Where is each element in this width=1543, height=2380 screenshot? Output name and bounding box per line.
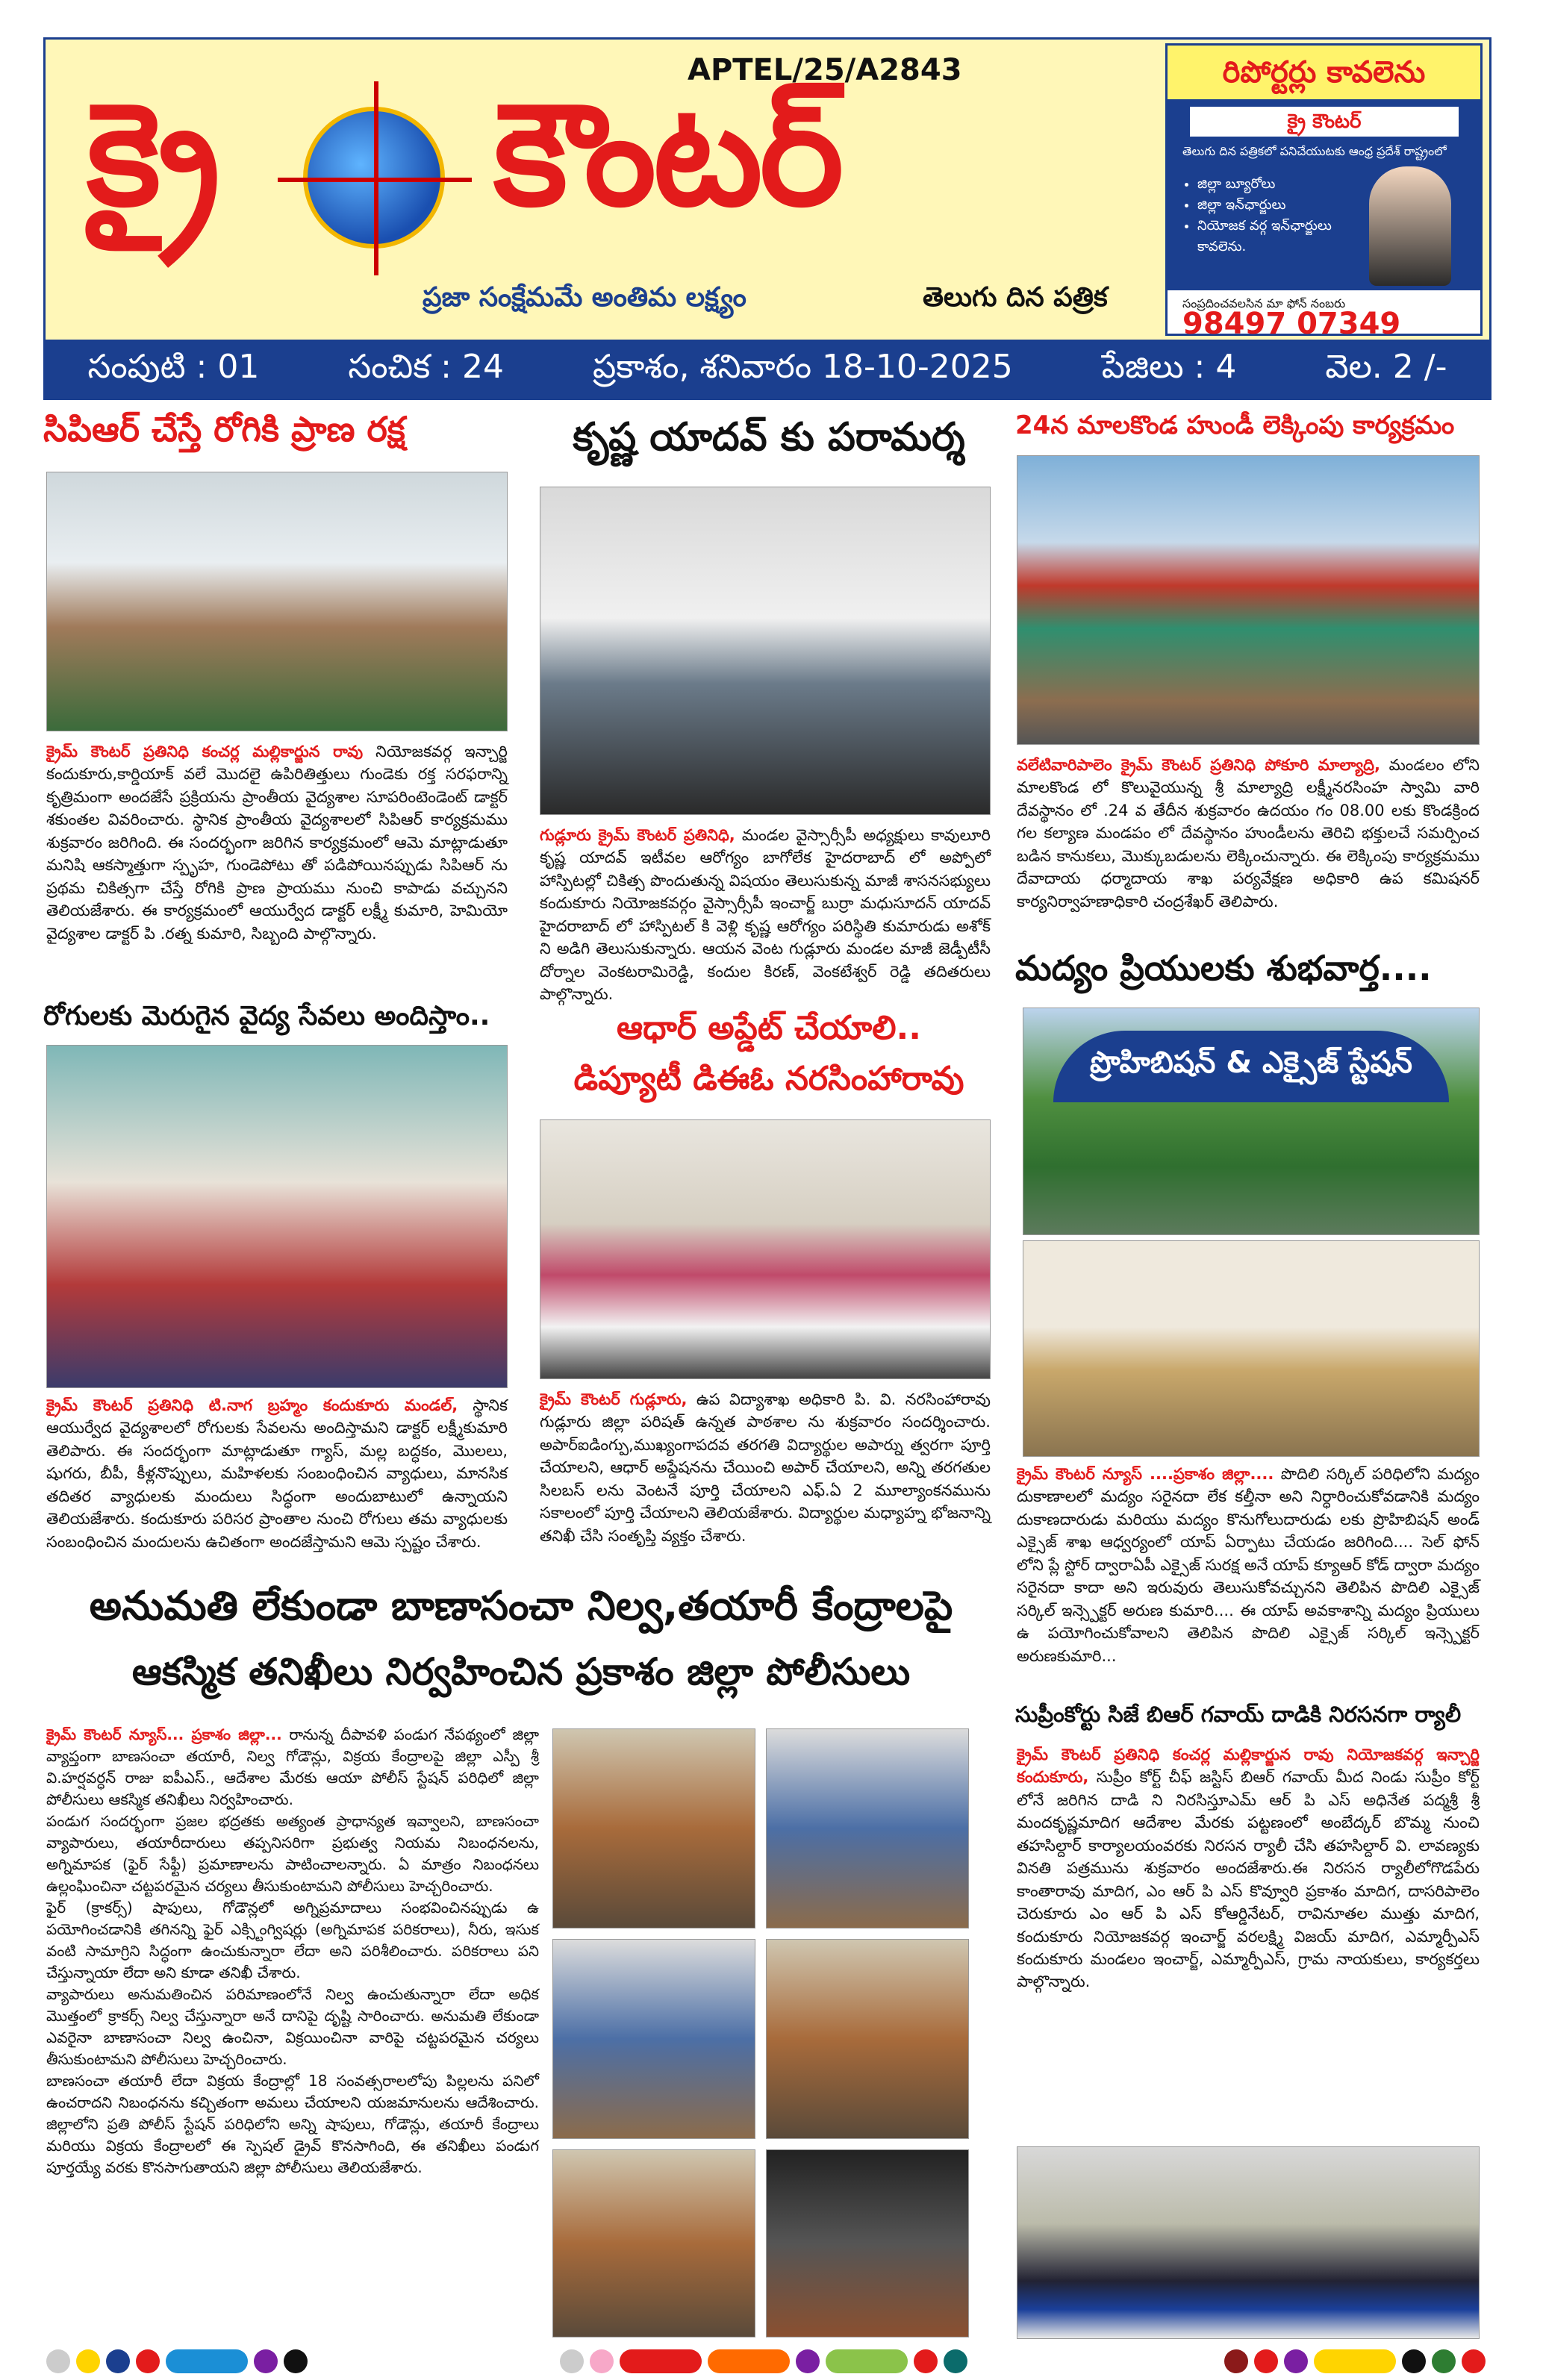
liquor-text: పొదిలి సర్కిల్ పరిధిలోని మద్యం దుకాణాలలో మద్యం సరైనదా లేక కల్తీనా అని నిర్ధారించుకోవడానికి మద్యం దుకాణదారుడు మరియు మద్యం కొనుగోలుదారుడు లకు ప్రొహిబిషన్ అండ్ ఎక్సైజ్ శాఖ ఆధ్వర్యంలో యాప్ ఏర్పాటు చేయడం జరిగింది.... సెల్ ఫోన్ లోని ప్లే స్టోర్ ద్వారాఏపీ ఎక్సైజ్ సురక్ష అనే యాప్ క్యూఆర్ కోడ్ ద్వారా మద్యం సరైనదా కాదా అని ఇరువురు తెలుసుకోవచ్చునని తెలిపిన పొదిలి ఎక్సైజ్ సర్కిల్ ఇన్స్పెక్టర్ అరుణ కుమారి.... ఈ యాప్ అవకాశాన్ని మద్యం ప్రియులు ఉ పయోగించుకోవాలని తెలిపిన పొదిలి ఎక్సైజ్ సర్కిల్ ఇన్స్పెక్టర్ అరుణకుమారి...	[1017, 1465, 1480, 1665]
fireworks-paragraph: క్రైమ్ కౌంటర్ న్యూస్... ప్రకాశం జిల్లా... రానున్న దీపావళి పండుగ నేపథ్యంలో జిల్లా వ్యాప్తంగా బాణసంచా తయారీ, నిల్వ గోడౌన్లు, విక్రయ కేంద్రాలపై జిల్లా ఎస్పీ శ్రీ వి.హర్షవర్ధన్ రాజు ఐపీఎస్., ఆదేశాల మేరకు ఆయా పోలీస్ స్టేషన్ పరిధిలో జిల్లా పోలీసులు ఆకస్మిక తనిఖీలు నిర్వహించారు.	[46, 1725, 540, 1808]
fireworks-article	[46, 1724, 539, 2178]
liquor-byline: క్రైమ్ కౌంటర్ న్యూస్ ....ప్రకాశం జిల్లా....	[1017, 1465, 1274, 1483]
rally-byline: క్రైమ్ కౌంటర్ ప్రతినిధి కంచర్ల మల్లికార్జున రావు నియోజకవర్గ ఇన్చార్జి కందుకూరు,	[1017, 1746, 1480, 1787]
page-count: పేజిలు : 4	[1101, 348, 1237, 386]
ad-list	[1182, 174, 1369, 257]
ad-list-item: • జిల్లా బ్యూరోలు	[1197, 174, 1369, 195]
rally-photo	[1017, 2146, 1480, 2339]
fireworks-photo	[552, 1728, 755, 1928]
globe-crosshair-icon	[303, 107, 445, 249]
aadhar-photo	[540, 1119, 991, 1379]
excise-officer-photo	[1023, 1240, 1480, 1457]
footer-dot	[136, 2349, 160, 2373]
aadhar-headline-2: డిప్యూటీ డిఈఓ నరసింహారావు	[573, 1060, 964, 1098]
malakonda-headline: 24న మాలకొండ హుండీ లెక్కింపు కార్యక్రమం	[1015, 410, 1455, 440]
logo-left: క్రై	[87, 72, 217, 237]
ad-brand: క్రై కౌంటర్	[1190, 107, 1459, 137]
footer-dot	[560, 2349, 584, 2373]
footer-dot	[796, 2349, 820, 2373]
footer-dot	[1284, 2349, 1308, 2373]
fireworks-headline-2: ఆకస్మిక తనిఖీలు నిర్వహించిన ప్రకాశం జిల్లా పోలీసులు	[131, 1650, 911, 1693]
edition-date: ప్రకాశం, శనివారం 18-10-2025	[592, 348, 1013, 386]
arch-text: ప్రొహిబిషన్ & ఎక్సైజ్ స్టేషన్	[1053, 1031, 1449, 1102]
rally-text: సుప్రీం కోర్ట్ చీఫ్ జస్టిస్ బిఆర్ గవాయ్ మీద నిండు సుప్రీం కోర్ట్ లోనే జరిగిన దాడి ని నిరసిస్తూఎమ్ ఆర్ పి ఎస్ అధినేత పద్మశ్రీ శ్రీ మందకృష్ణమాదిగ ఆదేశాల మేరకు పట్టణంలో అంబేద్కర్ బొమ్మ నుంచి తహసిల్దార్ కార్యాలయంవరకు నిరసన ర్యాలీ చేసి తహసిల్దార్ వి. లావణ్యకు వినతి పత్రమును శుక్రవారం అందజేశారు.ఈ నిరసన ర్యాలీలోగొడపేరు కాంతారావు మాదిగ, ఎం ఆర్ పి ఎస్ కొవ్వూరి ప్రకాశం మాదిగ, దాసరిపాలెం చెరుకూరు ఎం ఆర్ పి ఎస్ కోఆర్డినేటర్, రావినూతల ముత్తు మాదిగ, కందుకూరు నియోజకవర్గ ఇంచార్జ్ వరలక్ష్మి విజయ్ మాదిగ, ఎమ్మార్పీఎస్ కందుకూరు మండలం ఇంచార్జ్, ఎమ్మార్పీఎస్, గ్రామ నాయకులు, కార్యకర్తలు పాల్గొన్నారు.	[1017, 1768, 1480, 1991]
footer-marks-center	[560, 2349, 967, 2373]
liquor-article	[1017, 1463, 1480, 1667]
footer-dot	[914, 2349, 938, 2373]
edition-bar	[43, 342, 1491, 400]
footer-bar	[1314, 2349, 1396, 2373]
ad-list-item: • నియోజక వర్గ ఇన్‌ఛార్జులు కావలెను.	[1197, 216, 1369, 257]
malakonda-byline: వలేటివారిపాలెం క్రైమ్ కౌంటర్ ప్రతినిధి పోకూరి మాల్యాద్రి,	[1017, 756, 1380, 774]
krishna-byline: గుడ్లూరు క్రైమ్ కౌంటర్ ప్రతినిధి,	[540, 826, 735, 844]
issue: సంచిక : 24	[348, 348, 504, 386]
fireworks-paragraph: పండుగ సందర్భంగా ప్రజల భద్రతకు అత్యంత ప్రాధాన్యత ఇవ్వాలని, బాణసంచా వ్యాపారులు, తయారీదారులు తప్పనిసరిగా ప్రభుత్వ నియమ నిబంధనలను, అగ్నిమాపక (ఫైర్ సేఫ్టీ) ప్రమాణాలను పాటించాలన్నారు. ఏ మాత్రం నిబంధనలు ఉల్లంఘించినా చట్టపరమైన చర్యలు తీసుకుంటామని పోలీసులు హెచ్చరించారు.	[46, 1812, 539, 1895]
fireworks-photo	[766, 2149, 969, 2337]
footer-bar	[166, 2349, 248, 2373]
malakonda-article	[1017, 754, 1480, 913]
footer-dot	[284, 2349, 308, 2373]
vaidya-headline: రోగులకు మెరుగైన వైద్య సేవలు అందిస్తాం..	[43, 1001, 490, 1031]
footer-marks-left	[46, 2349, 308, 2373]
footer-dot	[944, 2349, 967, 2373]
aadhar-article	[540, 1388, 991, 1547]
malakonda-text: మండలం లోని మాలకొండ లో కొలువైయున్న శ్రీ మాల్యాద్రి లక్ష్మీనరసింహ స్వామి వారి దేవస్థానం లో .24 వ తేదీన శుక్రవారం ఉదయం గం 08.00 లకు కొండక్రింద గల కల్యాణ మండపం లో దేవస్థానం హుండీలను తెరిచి భక్తులచే సమర్పించ బడిన కానుకలు, మొక్కుబడులను లెక్కించున్నారు. ఈ లెక్కింపు కార్యక్రమము దేవాదాయ ధర్మాదాయ శాఖ పర్యవేక్షణ అధికారి ఉప కమిషనర్ కార్యనిర్వాహణాధికారి చంద్రశేఖర్ తెలిపారు.	[1017, 756, 1480, 911]
masthead	[43, 37, 1491, 342]
price: వెల. 2 /-	[1325, 348, 1447, 386]
fireworks-photo	[552, 2149, 755, 2337]
footer-marks-right	[1224, 2349, 1486, 2373]
aadhar-headline-1: ఆధార్ అప్డేట్ చేయాలి..	[617, 1009, 921, 1047]
fireworks-photo	[766, 1728, 969, 1928]
fireworks-photo	[766, 1939, 969, 2139]
footer-dot	[590, 2349, 614, 2373]
cpr-article	[46, 740, 508, 945]
reporters-wanted-ad	[1165, 43, 1483, 341]
ad-heading: రిపోర్టర్లు కావలెను	[1168, 46, 1480, 99]
rally-article	[1017, 1743, 1480, 1993]
cpr-byline: క్రైమ్ కౌంటర్ ప్రతినిధి కంచర్ల మల్లికార్జున రావు	[46, 743, 364, 760]
ad-list-item: • జిల్లా ఇన్‌ఛార్జులు	[1197, 195, 1369, 216]
rally-headline: సుప్రీంకోర్టు సిజే బిఆర్ గవాయ్ దాడికి నిరసనగా ర్యాలీ	[1015, 1702, 1462, 1727]
ad-line: తెలుగు దిన పత్రికలో పనిచేయుటకు ఆంధ్ర ప్రదేశ్ రాష్ట్రంలో	[1182, 144, 1447, 158]
fireworks-byline: క్రైమ్ కౌంటర్ న్యూస్... ప్రకాశం జిల్లా...	[46, 1725, 282, 1743]
footer-dot	[1224, 2349, 1248, 2373]
footer-dot	[46, 2349, 70, 2373]
footer-dot	[76, 2349, 100, 2373]
vaidya-photo	[46, 1045, 508, 1388]
krishna-headline: కృష్ణ యాదవ్ కు పరామర్శ	[573, 415, 965, 460]
krishna-text: మండల వైస్సార్సీపీ అధ్యక్షులు కావులూరి కృష్ణ యాదవ్ ఇటీవల ఆరోగ్యం బాగోలేక హైదరాబాద్ లో అప్పోలో హాస్పిటల్లో చికిత్స పొందుతున్న విషయం తెలుసుకున్న మాజీ శాసనసభ్యులు కందుకూరు నియోజకవర్గం వైస్సార్సీపీ ఇంచార్జ్ బుర్రా మధుసూదన్ యాదవ్ హైదరాబాద్ లో హాస్పిటల్ కి వెళ్లి కృష్ణ ఆరోగ్యం పరిస్థితి కుమారుడు అశోక్ ని అడిగి తెలుసుకున్నారు. ఆయన వెంట గుడ్లూరు మండల మాజీ జెడ్పీటీసీ దోర్నాల వెంకటరామిరెడ్డి, కందుల కిరణ్, వెంకటేశ్వర్ రెడ్డి తదితరులు పాల్గొన్నారు.	[540, 826, 991, 1004]
footer-dot	[1432, 2349, 1456, 2373]
fireworks-paragraph: వ్యాపారులు అనుమతించిన పరిమాణంలోనే నిల్వ ఉంచుతున్నారా లేదా అధిక మొత్తంలో క్రాకర్స్ నిల్వ చేస్తున్నారా అనే దానిపై దృష్టి సారించారు. అనుమతి లేకుండా ఎవరైనా బాణాసంచా నిల్వ ఉంచినా, విక్రయించినా వారిపై చట్టపరమైన చర్యలు తీసుకుంటామని పోలీసులు హెచ్చరించారు.	[46, 1985, 539, 2068]
aadhar-byline: క్రైమ్ కౌంటర్ గుడ్లూరు,	[540, 1390, 688, 1408]
fireworks-headline-1: అనుమతి లేకుండా బాణాసంచా నిల్వ,తయారీ కేంద్రాలపై	[89, 1582, 953, 1629]
footer-dot	[106, 2349, 130, 2373]
paper-type: తెలుగు దిన పత్రిక	[923, 282, 1108, 313]
ad-person-photo	[1369, 166, 1451, 286]
footer-dot	[1254, 2349, 1278, 2373]
footer-dot	[1462, 2349, 1486, 2373]
malakonda-photo	[1017, 455, 1480, 745]
ad-phone: 98497 07349	[1182, 307, 1401, 341]
logo-right: కౌంటర్	[493, 72, 841, 237]
fireworks-photo	[552, 1939, 755, 2139]
cpr-photo	[46, 472, 508, 731]
footer-dot	[254, 2349, 278, 2373]
cpr-text: నియోజకవర్గ ఇన్చార్జి కందుకూరు,కార్డియాక్ వలే మొదలై ఉపిరితిత్తులు గుండెకు రక్త సరఫరాన్ని కృత్రిమంగా అందజేసే ప్రక్రియను ప్రాంతీయ వైద్యశాల సూపరింటెండెంట్ డాక్టర్ శకుంతల వివరించారు. స్థానిక ప్రాంతీయ వైద్యశాలలో సిపిఆర్ కార్యక్రమము శుక్రవారం జరిగింది. ఈ సందర్భంగా జరిగిన కార్యక్రమంలో ఆమె మాట్లాడుతూ మనిషి ఆకస్మాత్తుగా స్పృహ, గుండెపోటు తో పడిపోయినప్పుడు సిపిఆర్ ను ప్రథమ చికిత్సగా చేస్తే రోగికి ప్రాణ ప్రాయము నుంచి కాపాడు వచ్చునని తెలియజేశారు. ఈ కార్యక్రమంలో ఆయుర్వేద డాక్టర్ లక్ష్మీ కుమారి, హెమియో వైద్యశాల డాక్టర్ పి .రత్న కుమారి, సిబ్బంది పాల్గొన్నారు.	[46, 743, 508, 943]
fireworks-paragraph: ఫైర్ (క్రాకర్స్) షాపులు, గోడౌన్లలో అగ్నిప్రమాదాలు సంభవించినప్పుడు ఉ పయోగించడానికి తగినన్ని ఫైర్ ఎక్స్టింగ్విషర్లు (అగ్నిమాపక పరికరాలు), నీరు, ఇసుక వంటి సామాగ్రిని సిద్ధంగా ఉంచుకున్నారా లేదా అని పరిశీలించారు. పరికరాలు పని చేస్తున్నాయా లేదా అని కూడా తనిఖీ చేశారు.	[46, 1899, 539, 1981]
fireworks-paragraph: బాణసంచా తయారీ లేదా విక్రయ కేంద్రాల్లో 18 సంవత్సరాలలోపు పిల్లలను పనిలో ఉంచరాదని నిబంధనను కచ్చితంగా అమలు చేయాలని యజమానులను ఆదేశించారు. జిల్లాలోని ప్రతి పోలీస్ స్టేషన్ పరిధిలోని అన్ని షాపులు, గోడౌన్లు, తయారీ కేంద్రాలు మరియు విక్రయ కేంద్రాలలో ఈ స్పెషల్ డ్రైవ్ కొనసాగింది, ఈ తనిఖీలు పండుగ పూర్తయ్యే వరకు కొనసాగుతాయని జిల్లా పోలీసులు తెలియజేశారు.	[46, 2072, 539, 2176]
registration-number: APTEL/25/A2843	[688, 53, 962, 87]
liquor-headline: మద్యం ప్రియులకు శుభవార్త....	[1015, 948, 1432, 988]
vaidya-article	[46, 1394, 508, 1553]
ad-note: సంప్రదించవలసిన మా ఫోన్ నంబరు	[1182, 296, 1346, 310]
footer-dot	[1402, 2349, 1426, 2373]
aadhar-text: ఉప విద్యాశాఖ అధికారి పి. వి. నరసింహారావు గుడ్లూరు జిల్లా పరిషత్ ఉన్నత పాఠశాల ను శుక్రవారం సందర్శించారు. అపార్ఐడింగ్పు,ముఖ్యంగాపదవ తరగతి విద్యార్థుల అపార్ను త్వరగా పూర్తి చేయాలని, ఆధార్ అప్డేషనను చేయించి అపార్ చేయాలని, అన్ని తరగతుల సిలబస్ లను వెంటనే పూర్తి చేయాలని ఎఫ్.ఏ 2 మూల్యాంకనమును సకాలంలో పూర్తి చేయాలని తెలియజేశారు. విద్యార్థుల మధ్యాహ్న భోజనాన్ని తనిఖీ చేసి సంతృప్తి వ్యక్తం చేశారు.	[540, 1390, 991, 1545]
krishna-photo	[540, 487, 991, 815]
footer-bar	[620, 2349, 702, 2373]
volume: సంపుటి : 01	[87, 348, 260, 386]
tagline: ప్రజా సంక్షేమమే అంతిమ లక్ష్యం	[423, 282, 746, 313]
excise-arch-photo	[1023, 1008, 1480, 1235]
cpr-headline: సిపిఆర్ చేస్తే రోగికి ప్రాణ రక్ష	[43, 409, 405, 449]
footer-bar	[826, 2349, 908, 2373]
ad-body	[1168, 99, 1480, 290]
footer-bar	[708, 2349, 790, 2373]
krishna-article	[540, 824, 991, 1006]
vaidya-text: స్థానిక ఆయుర్వేద వైద్యశాలలో రోగులకు సేవలను అందిస్తామని డాక్టర్ లక్ష్మీకుమారి తెలిపారు. ఈ సందర్భంగా మాట్లాడుతూ గ్యాస్, మల్ల బద్ధకం, మొలలు, షుగరు, బీపీ, కీళ్లనొప్పులు, మహిళలకు సంబంధించిన వ్యాధులు, మానసిక తదితర వ్యాధులకు మందులు సిద్ధంగా అందుబాటులో ఉన్నాయని తెలియజేశారు. కందుకూరు పరిసర ప్రాంతాల నుంచి రోగులు తమ వ్యాధులకు సంబంధించిన మందులను ఉచితంగా అందజేస్తామని ఆమె స్పష్టం చేశారు.	[46, 1396, 508, 1551]
vaidya-byline: క్రైమ్ కౌంటర్ ప్రతినిధి టి.నాగ బ్రహ్మం కందుకూరు మండల్,	[46, 1396, 458, 1414]
